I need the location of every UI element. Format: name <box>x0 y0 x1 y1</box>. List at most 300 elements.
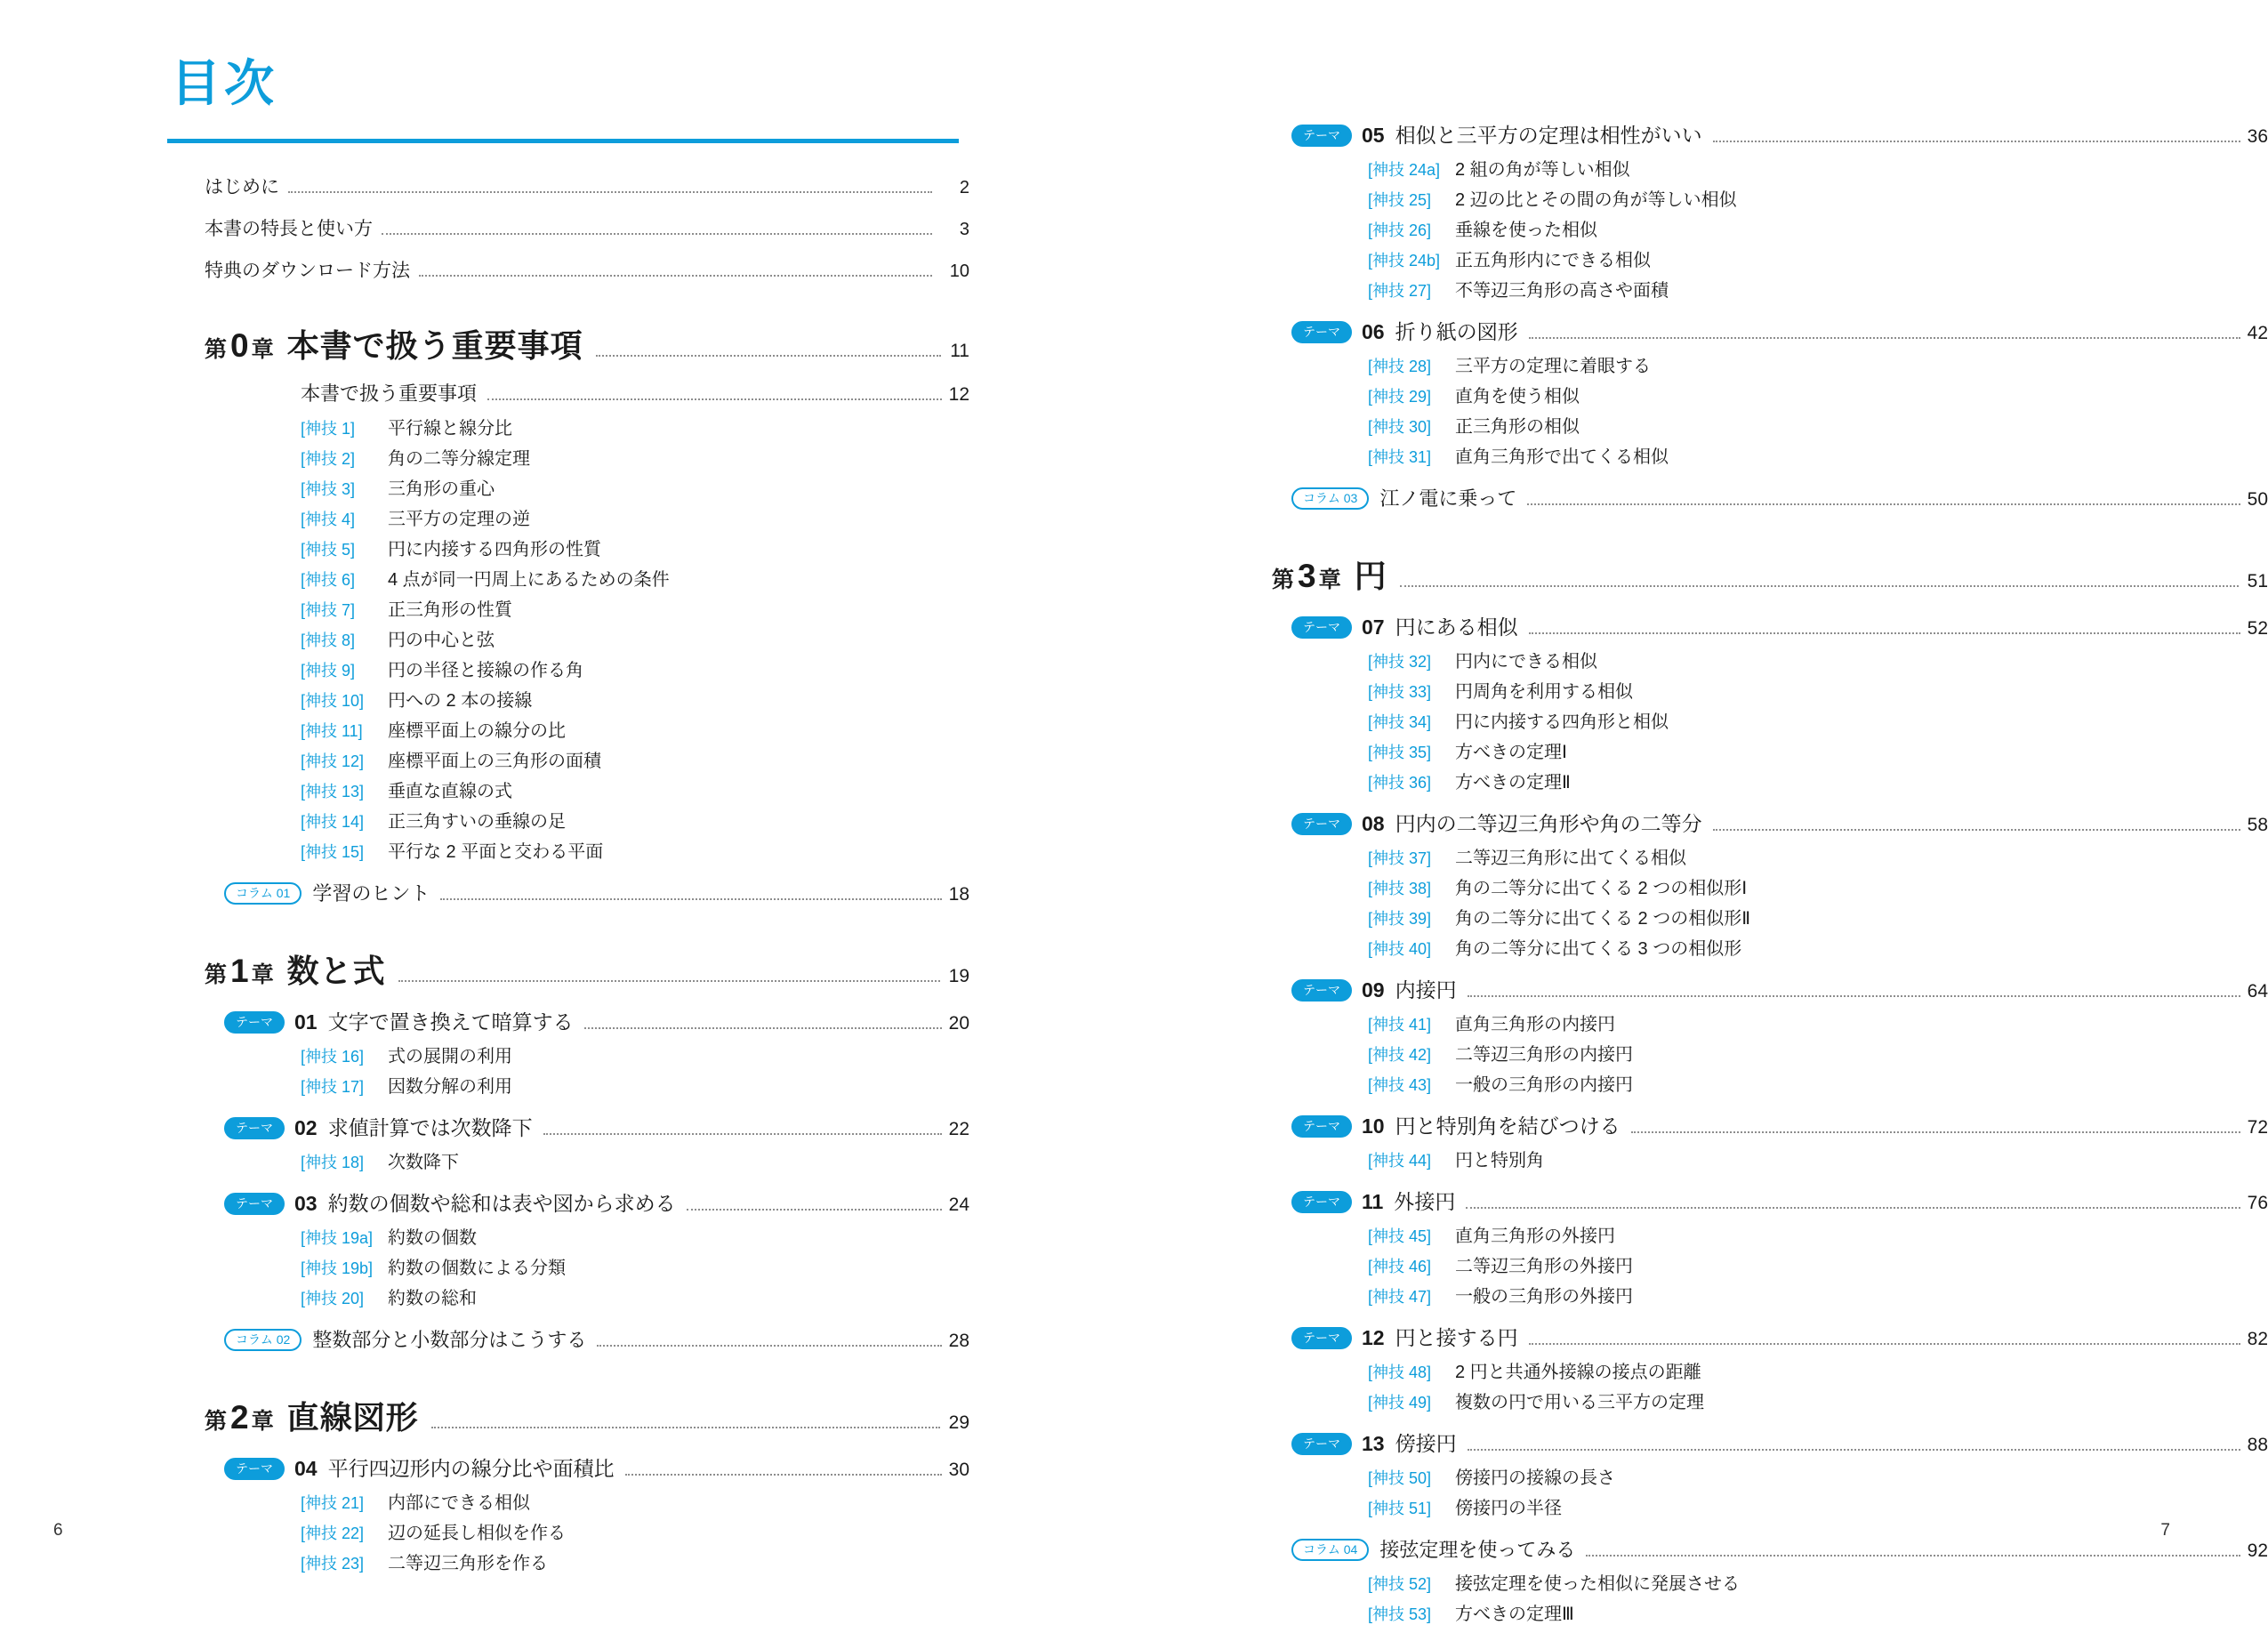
front-matter-row[interactable] <box>205 261 969 282</box>
skill-tag: [神技 21] <box>301 1494 365 1512</box>
theme-page: 52 <box>2247 618 2268 639</box>
leader-dots <box>1466 1207 2240 1209</box>
leader-dots <box>431 1427 940 1428</box>
skill-text: 平行な 2 平面と交わる平面 <box>388 842 604 862</box>
theme-title: 求値計算では次数降下 <box>327 1116 533 1139</box>
column-title: 学習のヒント <box>312 882 430 905</box>
theme-number: 09 <box>1362 978 1385 1002</box>
skill-text: 約数の個数による分類 <box>388 1259 566 1278</box>
skill-text: 円に内接する四角形の性質 <box>388 540 601 559</box>
front-matter-page: 3 <box>959 220 969 239</box>
theme-heading[interactable] <box>1272 1428 2268 1458</box>
skill-text: 正三角すいの垂線の足 <box>388 812 566 832</box>
column-heading[interactable] <box>205 879 969 907</box>
skill-item <box>1272 1357 2268 1383</box>
skill-text: 二等辺三角形の外接円 <box>1455 1257 1633 1276</box>
skill-text: 方べきの定理Ⅱ <box>1455 773 1571 792</box>
chapter-tail-label: 章 <box>251 337 275 362</box>
skill-item <box>205 444 969 470</box>
theme-number: 13 <box>1362 1432 1385 1455</box>
skill-tag: [神技 27] <box>1368 282 1432 300</box>
front-matter-page: 2 <box>959 178 969 197</box>
skill-tag: [神技 40] <box>1368 940 1432 958</box>
skill-tag: [神技 41] <box>1368 1016 1432 1034</box>
skill-tag: [神技 1] <box>301 420 356 438</box>
skill-item <box>1272 276 2268 302</box>
chapter-title: 直線図形 <box>286 1399 419 1436</box>
leader-dots <box>1529 632 2240 634</box>
skill-tag: [神技 22] <box>301 1524 365 1542</box>
skill-item <box>205 1042 969 1067</box>
skill-item <box>205 1253 969 1279</box>
chapter-page: 51 <box>2247 571 2268 591</box>
skill-item <box>205 504 969 530</box>
skill-item <box>1272 1599 2268 1625</box>
chapter-heading[interactable] <box>205 321 969 366</box>
chapter-page: 19 <box>948 966 969 986</box>
chapter-page: 11 <box>950 341 969 361</box>
leader-dots <box>288 191 932 193</box>
skill-tag: [神技 19a] <box>301 1229 374 1247</box>
skill-text: 約数の個数 <box>388 1228 477 1248</box>
skill-item <box>205 1072 969 1098</box>
skill-tag: [神技 42] <box>1368 1046 1432 1064</box>
chapter-lead-label: 第 <box>1272 567 1296 592</box>
skill-item <box>1272 412 2268 438</box>
skill-text: 円と特別角 <box>1455 1151 1544 1170</box>
section-heading[interactable] <box>205 379 969 406</box>
skill-tag: [神技 36] <box>1368 774 1432 792</box>
skill-item <box>205 1147 969 1173</box>
column-heading[interactable] <box>1272 1535 2268 1564</box>
skill-item <box>205 1518 969 1544</box>
skill-text: 直角を使う相似 <box>1455 387 1580 406</box>
skill-tag: [神技 39] <box>1368 910 1432 928</box>
theme-number: 02 <box>294 1116 318 1139</box>
skill-text: 角の二等分に出てくる 2 つの相似形Ⅰ <box>1455 879 1748 898</box>
leader-dots <box>625 1474 942 1476</box>
skill-item <box>1272 1251 2268 1277</box>
leader-dots <box>440 898 941 900</box>
skill-tag: [神技 2] <box>301 450 356 468</box>
skill-tag: [神技 20] <box>301 1290 365 1307</box>
skill-tag: [神技 43] <box>1368 1076 1432 1094</box>
theme-page: 42 <box>2247 323 2268 343</box>
skill-item <box>205 686 969 712</box>
theme-heading[interactable] <box>205 1112 969 1142</box>
front-matter-label: 本書の特長と使い方 <box>205 219 373 239</box>
skill-item <box>1272 1493 2268 1519</box>
column-title: 江ノ電に乗って <box>1379 487 1517 510</box>
skill-text: 円に内接する四角形と相似 <box>1455 712 1669 732</box>
skill-item <box>1272 1569 2268 1595</box>
skill-tag: [神技 45] <box>1368 1227 1432 1245</box>
skill-tag: [神技 6] <box>301 571 356 589</box>
skill-text: 次数降下 <box>388 1153 459 1172</box>
skill-item <box>205 837 969 863</box>
skill-tag: [神技 26] <box>1368 221 1432 239</box>
skill-tag: [神技 13] <box>301 783 365 800</box>
skill-item <box>1272 442 2268 468</box>
chapter-title: 本書で扱う重要事項 <box>286 327 583 364</box>
skill-text: 接弦定理を使った相似に発展させる <box>1455 1574 1740 1594</box>
skill-tag: [神技 23] <box>301 1555 365 1573</box>
theme-heading[interactable] <box>1272 1110 2268 1140</box>
theme-title: 相似と三平方の定理は相性がいい <box>1395 124 1702 147</box>
theme-badge: テーマ <box>224 1117 285 1139</box>
skill-text: 角の二等分に出てくる 3 つの相似形 <box>1455 939 1742 959</box>
skill-text: 正三角形の性質 <box>388 600 512 620</box>
theme-number: 10 <box>1362 1114 1385 1138</box>
theme-badge: テーマ <box>1291 1327 1352 1349</box>
skill-tag: [神技 19b] <box>301 1259 374 1277</box>
skill-item <box>205 776 969 802</box>
leader-dots <box>1529 337 2240 339</box>
front-matter-page: 10 <box>949 261 969 281</box>
theme-badge: テーマ <box>1291 979 1352 1002</box>
skill-text: 方べきの定理Ⅰ <box>1455 743 1567 762</box>
theme-title: 外接円 <box>1394 1190 1456 1213</box>
leader-dots <box>1529 1343 2240 1345</box>
theme-heading[interactable] <box>1272 974 2268 1004</box>
column-page: 28 <box>948 1331 969 1351</box>
skill-text: 内部にできる相似 <box>388 1493 530 1513</box>
skill-tag: [神技 31] <box>1368 448 1432 466</box>
skill-item <box>1272 185 2268 211</box>
chapter-lead-label: 第 <box>205 962 229 987</box>
column-badge: コラム 04 <box>1291 1539 1369 1561</box>
skill-text: 座標平面上の線分の比 <box>388 721 566 741</box>
skill-item <box>205 414 969 439</box>
skill-text: 2 円と共通外接線の接点の距離 <box>1455 1363 1701 1382</box>
leader-dots <box>1527 503 2240 505</box>
skill-tag: [神技 37] <box>1368 849 1432 867</box>
skill-item <box>1272 1040 2268 1066</box>
skill-tag: [神技 8] <box>301 631 356 649</box>
theme-heading[interactable] <box>1272 808 2268 838</box>
skill-item <box>1272 768 2268 793</box>
skill-text: 直角三角形で出てくる相似 <box>1455 447 1669 467</box>
skill-text: 三平方の定理に着眼する <box>1455 357 1651 376</box>
skill-item <box>1272 843 2268 869</box>
skill-text: 方べきの定理Ⅲ <box>1455 1605 1574 1624</box>
theme-heading[interactable] <box>1272 1186 2268 1216</box>
chapter-number: 2 <box>230 1399 249 1436</box>
theme-number: 12 <box>1362 1326 1385 1349</box>
skill-tag: [神技 51] <box>1368 1500 1432 1517</box>
theme-title: 約数の個数や総和は表や図から求める <box>327 1192 676 1215</box>
column-badge: コラム 02 <box>224 1329 302 1351</box>
theme-heading[interactable] <box>205 1006 969 1036</box>
skill-text: 傍接円の半径 <box>1455 1499 1562 1518</box>
column-heading[interactable] <box>1272 484 2268 512</box>
chapter-number: 1 <box>230 953 249 989</box>
skill-text: 4 点が同一円周上にあるための条件 <box>388 570 670 590</box>
skill-tag: [神技 10] <box>301 692 365 710</box>
skill-text: 二等辺三角形を作る <box>388 1554 548 1573</box>
column-title: 整数部分と小数部分はこうする <box>312 1329 587 1351</box>
skill-text: 三角形の重心 <box>388 479 495 499</box>
skill-text: 垂線を使った相似 <box>1455 221 1597 240</box>
front-matter-row[interactable] <box>205 220 969 240</box>
theme-page: 30 <box>948 1460 969 1480</box>
leader-dots <box>382 233 932 235</box>
skill-tag: [神技 44] <box>1368 1152 1432 1170</box>
theme-page: 20 <box>948 1013 969 1034</box>
theme-badge: テーマ <box>224 1011 285 1034</box>
skill-item <box>1272 155 2268 181</box>
skill-text: 因数分解の利用 <box>388 1077 512 1097</box>
skill-text: 二等辺三角形に出てくる相似 <box>1455 849 1686 868</box>
leader-dots <box>584 1027 942 1029</box>
skill-item <box>1272 1388 2268 1413</box>
skill-text: 約数の総和 <box>388 1289 477 1308</box>
theme-badge: テーマ <box>1291 125 1352 147</box>
leader-dots <box>487 398 942 400</box>
skill-text: 一般の三角形の外接円 <box>1455 1287 1633 1307</box>
theme-number: 07 <box>1362 615 1385 639</box>
theme-badge: テーマ <box>1291 1433 1352 1455</box>
left-content <box>205 178 969 1579</box>
chapter-lead-label: 第 <box>205 337 229 362</box>
front-matter-row[interactable] <box>205 178 969 198</box>
skill-text: 2 辺の比とその間の角が等しい相似 <box>1455 190 1737 210</box>
theme-title: 傍接円 <box>1395 1432 1457 1455</box>
theme-number: 01 <box>294 1010 318 1034</box>
skill-item <box>205 746 969 772</box>
skill-tag: [神技 52] <box>1368 1575 1432 1593</box>
left-page-column <box>107 0 1103 1573</box>
skill-tag: [神技 32] <box>1368 653 1432 671</box>
skill-item <box>1272 1221 2268 1247</box>
skill-tag: [神技 15] <box>301 843 365 861</box>
theme-number: 03 <box>294 1192 318 1215</box>
theme-page: 24 <box>948 1195 969 1215</box>
skill-tag: [神技 25] <box>1368 191 1432 209</box>
theme-title: 平行四辺形内の線分比や面積比 <box>327 1457 615 1480</box>
theme-number: 04 <box>294 1457 318 1480</box>
column-heading[interactable] <box>205 1325 969 1354</box>
theme-title: 文字で置き換えて暗算する <box>327 1010 574 1034</box>
right-content <box>1272 0 2268 1625</box>
theme-page: 82 <box>2247 1329 2268 1349</box>
chapter-heading[interactable] <box>1272 551 2268 597</box>
leader-dots <box>1713 141 2240 142</box>
skill-tag: [神技 34] <box>1368 713 1432 731</box>
skill-item <box>1272 737 2268 763</box>
theme-title: 円内の二等辺三角形や角の二等分 <box>1395 812 1702 835</box>
skill-text: 二等辺三角形の内接円 <box>1455 1045 1633 1065</box>
skill-text: 不等辺三角形の高さや面積 <box>1455 281 1669 301</box>
right-page-column <box>1272 0 2268 1624</box>
leader-dots <box>1713 829 2240 831</box>
theme-page: 76 <box>2247 1193 2268 1213</box>
skill-tag: [神技 38] <box>1368 880 1432 897</box>
skill-item <box>205 625 969 651</box>
skill-item <box>205 1549 969 1574</box>
skill-tag: [神技 50] <box>1368 1469 1432 1487</box>
skill-tag: [神技 33] <box>1368 683 1432 701</box>
theme-page: 36 <box>2247 126 2268 147</box>
skill-text: 角の二等分線定理 <box>388 449 530 469</box>
skill-tag: [神技 24a] <box>1368 161 1441 179</box>
skill-text: 垂直な直線の式 <box>388 782 512 801</box>
leader-dots <box>596 355 942 357</box>
theme-title: 折り紙の図形 <box>1395 320 1518 343</box>
theme-page: 72 <box>2247 1117 2268 1138</box>
skill-item <box>205 656 969 681</box>
theme-title: 円と特別角を結びつける <box>1395 1114 1621 1138</box>
skill-tag: [神技 30] <box>1368 418 1432 436</box>
skill-tag: [神技 35] <box>1368 744 1432 761</box>
chapter-title: 円 <box>1354 558 1387 594</box>
skill-text: 式の展開の利用 <box>388 1047 512 1066</box>
section-title: 本書で扱う重要事項 <box>301 382 478 405</box>
chapter-heading[interactable] <box>205 946 969 992</box>
theme-badge: テーマ <box>224 1193 285 1215</box>
skill-tag: [神技 48] <box>1368 1364 1432 1381</box>
skill-text: 円への 2 本の接線 <box>388 691 533 711</box>
leader-dots <box>419 275 932 277</box>
skill-tag: [神技 14] <box>301 813 365 831</box>
skill-tag: [神技 7] <box>301 601 356 619</box>
skill-item <box>205 1488 969 1514</box>
column-page: 50 <box>2247 489 2268 510</box>
title-divider <box>167 139 959 143</box>
theme-badge: テーマ <box>1291 813 1352 835</box>
theme-badge: テーマ <box>1291 1115 1352 1138</box>
skill-text: 2 組の角が等しい相似 <box>1455 160 1630 180</box>
skill-text: 辺の延長し相似を作る <box>388 1524 566 1543</box>
theme-title: 内接円 <box>1395 978 1457 1002</box>
skill-text: 一般の三角形の内接円 <box>1455 1075 1633 1095</box>
skill-tag: [神技 28] <box>1368 358 1432 375</box>
skill-tag: [神技 16] <box>301 1048 365 1066</box>
skill-item <box>1272 215 2268 241</box>
theme-number: 06 <box>1362 320 1385 343</box>
skill-item <box>205 595 969 621</box>
leader-dots <box>543 1133 942 1135</box>
column-title: 接弦定理を使ってみる <box>1379 1539 1576 1561</box>
leader-dots <box>1631 1131 2240 1133</box>
chapter-page: 29 <box>948 1412 969 1433</box>
theme-page: 58 <box>2247 815 2268 835</box>
folio-left: 6 <box>53 1521 63 1540</box>
skill-tag: [神技 46] <box>1368 1258 1432 1275</box>
skill-item <box>1272 934 2268 960</box>
folio-right: 7 <box>2160 1521 2170 1540</box>
skill-item <box>205 716 969 742</box>
leader-dots <box>398 980 940 982</box>
leader-dots <box>1400 585 2239 587</box>
skill-text: 複数の円で用いる三平方の定理 <box>1455 1393 1704 1412</box>
theme-heading[interactable] <box>1272 1322 2268 1352</box>
theme-heading[interactable] <box>205 1452 969 1483</box>
theme-title: 円と接する円 <box>1395 1326 1518 1349</box>
column-badge: コラム 01 <box>224 882 302 905</box>
chapter-heading[interactable] <box>205 1393 969 1438</box>
skill-item <box>205 1223 969 1249</box>
leader-dots <box>1468 1449 2240 1451</box>
skill-text: 座標平面上の三角形の面積 <box>388 752 601 771</box>
skill-text: 平行線と線分比 <box>388 419 512 438</box>
theme-page: 22 <box>948 1119 969 1139</box>
skill-tag: [神技 49] <box>1368 1394 1432 1412</box>
skill-tag: [神技 11] <box>301 722 363 740</box>
skill-tag: [神技 24b] <box>1368 252 1441 269</box>
skill-item <box>1272 245 2268 271</box>
skill-item <box>1272 904 2268 929</box>
chapter-number: 3 <box>1298 558 1316 594</box>
skill-text: 傍接円の接線の長さ <box>1455 1468 1615 1488</box>
theme-page: 64 <box>2247 981 2268 1002</box>
theme-heading[interactable] <box>1272 316 2268 346</box>
skill-text: 直角三角形の外接円 <box>1455 1227 1615 1246</box>
skill-item <box>1272 1463 2268 1489</box>
theme-number: 11 <box>1362 1190 1384 1213</box>
page-title: 目次 <box>171 55 277 111</box>
skill-text: 正五角形内にできる相似 <box>1455 251 1651 270</box>
chapter-number: 0 <box>230 327 249 364</box>
skill-tag: [神技 12] <box>301 752 365 770</box>
skill-item <box>1272 677 2268 703</box>
skill-item <box>1272 873 2268 899</box>
theme-badge: テーマ <box>1291 616 1352 639</box>
theme-page: 88 <box>2247 1435 2268 1455</box>
skill-tag: [神技 29] <box>1368 388 1432 406</box>
skill-item <box>205 535 969 560</box>
column-page: 18 <box>948 884 969 905</box>
skill-text: 円周角を利用する相似 <box>1455 682 1633 702</box>
theme-title: 円にある相似 <box>1395 615 1518 639</box>
front-matter-label: 特典のダウンロード方法 <box>205 261 410 281</box>
theme-badge: テーマ <box>1291 1191 1352 1213</box>
skill-item <box>205 807 969 833</box>
skill-item <box>1272 647 2268 672</box>
chapter-tail-label: 章 <box>251 962 275 987</box>
chapter-title: 数と式 <box>286 953 386 989</box>
skill-item <box>1272 1146 2268 1171</box>
chapter-tail-label: 章 <box>1318 567 1342 592</box>
skill-item <box>205 1283 969 1309</box>
section-page: 12 <box>948 384 969 405</box>
theme-number: 08 <box>1362 812 1385 835</box>
leader-dots <box>687 1209 942 1211</box>
skill-tag: [神技 4] <box>301 511 356 528</box>
theme-badge: テーマ <box>224 1458 285 1480</box>
skill-item <box>205 565 969 591</box>
skill-item <box>1272 707 2268 733</box>
column-page: 92 <box>2247 1541 2268 1561</box>
skill-tag: [神技 9] <box>301 662 356 680</box>
theme-heading[interactable] <box>205 1187 969 1218</box>
skill-item <box>1272 1070 2268 1096</box>
skill-text: 円内にできる相似 <box>1455 652 1597 672</box>
leader-dots <box>597 1345 941 1347</box>
theme-heading[interactable] <box>1272 611 2268 641</box>
theme-number: 05 <box>1362 124 1385 147</box>
skill-item <box>1272 1282 2268 1307</box>
leader-dots <box>1586 1555 2240 1557</box>
column-badge: コラム 03 <box>1291 487 1369 510</box>
skill-tag: [神技 53] <box>1368 1605 1432 1623</box>
skill-text: 直角三角形の内接円 <box>1455 1015 1615 1034</box>
theme-heading[interactable] <box>1272 119 2268 149</box>
skill-text: 正三角形の相似 <box>1455 417 1580 437</box>
skill-item <box>1272 351 2268 377</box>
skill-text: 角の二等分に出てくる 2 つの相似形Ⅱ <box>1455 909 1751 929</box>
skill-item <box>205 474 969 500</box>
